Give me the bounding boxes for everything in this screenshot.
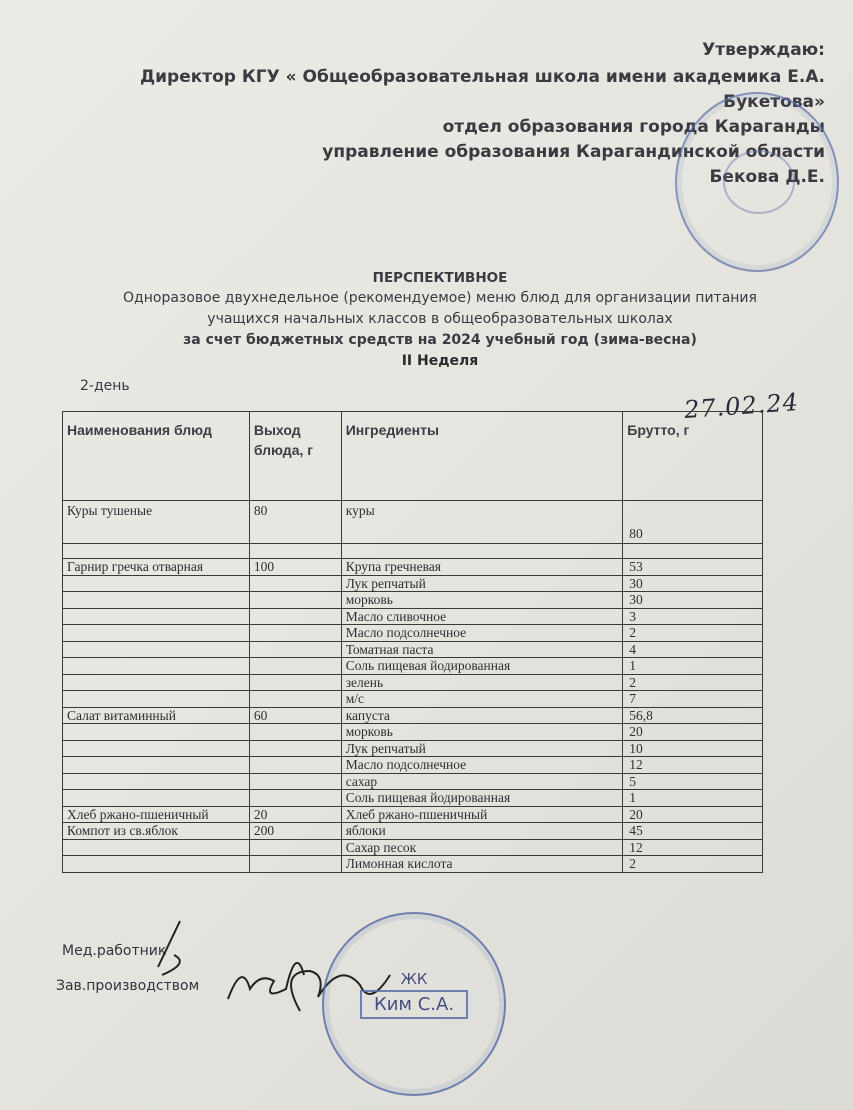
yield-cell: 60 xyxy=(249,707,341,724)
ingredient-cell: яблоки xyxy=(341,823,623,840)
yield-cell xyxy=(249,608,341,625)
table-row xyxy=(63,674,763,691)
gross-cell: 10 xyxy=(623,740,763,757)
yield-cell xyxy=(249,773,341,790)
school-seal-top xyxy=(675,92,839,272)
yield-cell xyxy=(249,724,341,741)
gross-cell: 1 xyxy=(623,790,763,807)
yield-cell xyxy=(249,674,341,691)
yield-cell: 80 xyxy=(249,501,341,544)
table-row xyxy=(63,608,763,625)
ingredient-cell: куры xyxy=(341,501,623,544)
ingredient-cell: Крупа гречневая xyxy=(341,559,623,576)
dish-name-cell xyxy=(63,740,250,757)
yield-cell xyxy=(249,740,341,757)
header-yield: Выход блюда, г xyxy=(249,412,341,501)
table-row xyxy=(63,740,763,757)
gross-cell: 7 xyxy=(623,691,763,708)
gross-cell: 2 xyxy=(623,625,763,642)
header-dish-name: Наименования блюд xyxy=(63,412,250,501)
dish-name-cell xyxy=(63,544,250,559)
table-row xyxy=(63,691,763,708)
table-row xyxy=(63,707,763,724)
yield-cell xyxy=(249,544,341,559)
ingredient-cell: Томатная паста xyxy=(341,641,623,658)
gross-cell: 4 xyxy=(623,641,763,658)
dish-name-cell xyxy=(63,790,250,807)
ingredient-cell: м/с xyxy=(341,691,623,708)
table-row xyxy=(63,839,763,856)
yield-cell xyxy=(249,641,341,658)
dish-name-cell xyxy=(63,856,250,873)
gross-cell: 1 xyxy=(623,658,763,675)
gross-cell: 12 xyxy=(623,839,763,856)
title-line-1: Одноразовое двухнедельное (рекомендуемое) меню блюд для организации питания xyxy=(123,290,757,306)
approval-administration: управление образования Карагандинской области xyxy=(322,142,825,162)
table-row xyxy=(63,757,763,774)
dish-name-cell xyxy=(63,592,250,609)
gross-cell: 30 xyxy=(623,575,763,592)
table-row xyxy=(63,790,763,807)
ingredient-cell: Хлеб ржано-пшеничный xyxy=(341,806,623,823)
dish-name-cell xyxy=(63,691,250,708)
medic-signature-label: Мед.работник xyxy=(62,943,167,959)
table-row xyxy=(63,641,763,658)
approval-department: отдел образования города Караганды xyxy=(442,117,825,137)
table-header-row xyxy=(63,412,763,501)
dish-name-cell: Гарнир гречка отварная xyxy=(63,559,250,576)
yield-cell: 20 xyxy=(249,806,341,823)
dish-name-cell xyxy=(63,757,250,774)
table-row xyxy=(63,592,763,609)
stamp-letters: ЖК xyxy=(400,970,428,988)
table-row xyxy=(63,501,763,544)
ingredient-cell: сахар xyxy=(341,773,623,790)
approval-director-line: Директор КГУ « Общеобразовательная школа имени академика Е.А. xyxy=(139,67,825,87)
document-title xyxy=(40,268,840,371)
handwritten-date: 27.02.24 xyxy=(683,388,800,424)
title-line-3: за счет бюджетных средств на 2024 учебный год (зима-весна) xyxy=(183,332,697,348)
ingredient-cell: Соль пищевая йодированная xyxy=(341,658,623,675)
dish-name-cell xyxy=(63,773,250,790)
dish-name-cell xyxy=(63,625,250,642)
ingredient-cell: морковь xyxy=(341,592,623,609)
yield-cell xyxy=(249,625,341,642)
yield-cell xyxy=(249,839,341,856)
yield-cell xyxy=(249,592,341,609)
dish-name-cell xyxy=(63,641,250,658)
gross-cell: 2 xyxy=(623,674,763,691)
gross-cell: 80 xyxy=(623,501,763,544)
dish-name-cell xyxy=(63,608,250,625)
ingredient-cell: Соль пищевая йодированная xyxy=(341,790,623,807)
ingredient-cell xyxy=(341,544,623,559)
stamp-name: Ким С.А. xyxy=(360,990,468,1019)
table-row xyxy=(63,625,763,642)
ingredient-cell: морковь xyxy=(341,724,623,741)
yield-cell xyxy=(249,658,341,675)
table-row xyxy=(63,806,763,823)
table-row xyxy=(63,856,763,873)
ingredient-cell: Масло подсолнечное xyxy=(341,757,623,774)
yield-cell: 200 xyxy=(249,823,341,840)
yield-cell xyxy=(249,691,341,708)
approval-director-line-cont: Букетова» xyxy=(723,92,825,112)
ingredient-cell: Лимонная кислота xyxy=(341,856,623,873)
table-body xyxy=(63,501,763,873)
ingredient-cell: капуста xyxy=(341,707,623,724)
header-gross: Брутто, г xyxy=(623,412,763,501)
table-row xyxy=(63,559,763,576)
ingredient-cell: Сахар песок xyxy=(341,839,623,856)
dish-name-cell: Куры тушеные xyxy=(63,501,250,544)
ingredient-cell: Лук репчатый xyxy=(341,575,623,592)
dish-name-cell xyxy=(63,724,250,741)
gross-cell: 12 xyxy=(623,757,763,774)
table-row xyxy=(63,658,763,675)
approval-heading: Утверждаю: xyxy=(702,40,825,60)
dish-name-cell: Салат витаминный xyxy=(63,707,250,724)
ingredient-cell: Масло сливочное xyxy=(341,608,623,625)
title-line-2: учащихся начальных классов в общеобразовательных школах xyxy=(207,311,673,327)
menu-table xyxy=(62,411,763,873)
gross-cell: 5 xyxy=(623,773,763,790)
dish-name-cell: Компот из св.яблок xyxy=(63,823,250,840)
approval-signatory: Бекова Д.Е. xyxy=(709,167,825,187)
day-label: 2-день xyxy=(80,378,130,394)
dish-name-cell xyxy=(63,674,250,691)
header-ingredients: Ингредиенты xyxy=(341,412,623,501)
stamp-bottom xyxy=(322,912,506,1096)
yield-cell xyxy=(249,856,341,873)
gross-cell: 56,8 xyxy=(623,707,763,724)
title-heading: ПЕРСПЕКТИВНОЕ xyxy=(372,270,508,286)
gross-cell: 20 xyxy=(623,806,763,823)
gross-cell: 2 xyxy=(623,856,763,873)
table-row xyxy=(63,724,763,741)
manager-signature-label: Зав.производством xyxy=(56,978,200,994)
ingredient-cell: зелень xyxy=(341,674,623,691)
table-row xyxy=(63,823,763,840)
yield-cell xyxy=(249,575,341,592)
gross-cell: 53 xyxy=(623,559,763,576)
gross-cell: 3 xyxy=(623,608,763,625)
gross-cell: 45 xyxy=(623,823,763,840)
yield-cell: 100 xyxy=(249,559,341,576)
yield-cell xyxy=(249,790,341,807)
gross-cell: 20 xyxy=(623,724,763,741)
yield-cell xyxy=(249,757,341,774)
table-row xyxy=(63,544,763,559)
dish-name-cell xyxy=(63,575,250,592)
dish-name-cell: Хлеб ржано-пшеничный xyxy=(63,806,250,823)
emblem-icon xyxy=(723,150,795,214)
table-row xyxy=(63,575,763,592)
gross-cell: 30 xyxy=(623,592,763,609)
ingredient-cell: Лук репчатый xyxy=(341,740,623,757)
dish-name-cell xyxy=(63,839,250,856)
gross-cell xyxy=(623,544,763,559)
table-row xyxy=(63,773,763,790)
dish-name-cell xyxy=(63,658,250,675)
ingredient-cell: Масло подсолнечное xyxy=(341,625,623,642)
week-label: II Неделя xyxy=(401,353,479,369)
